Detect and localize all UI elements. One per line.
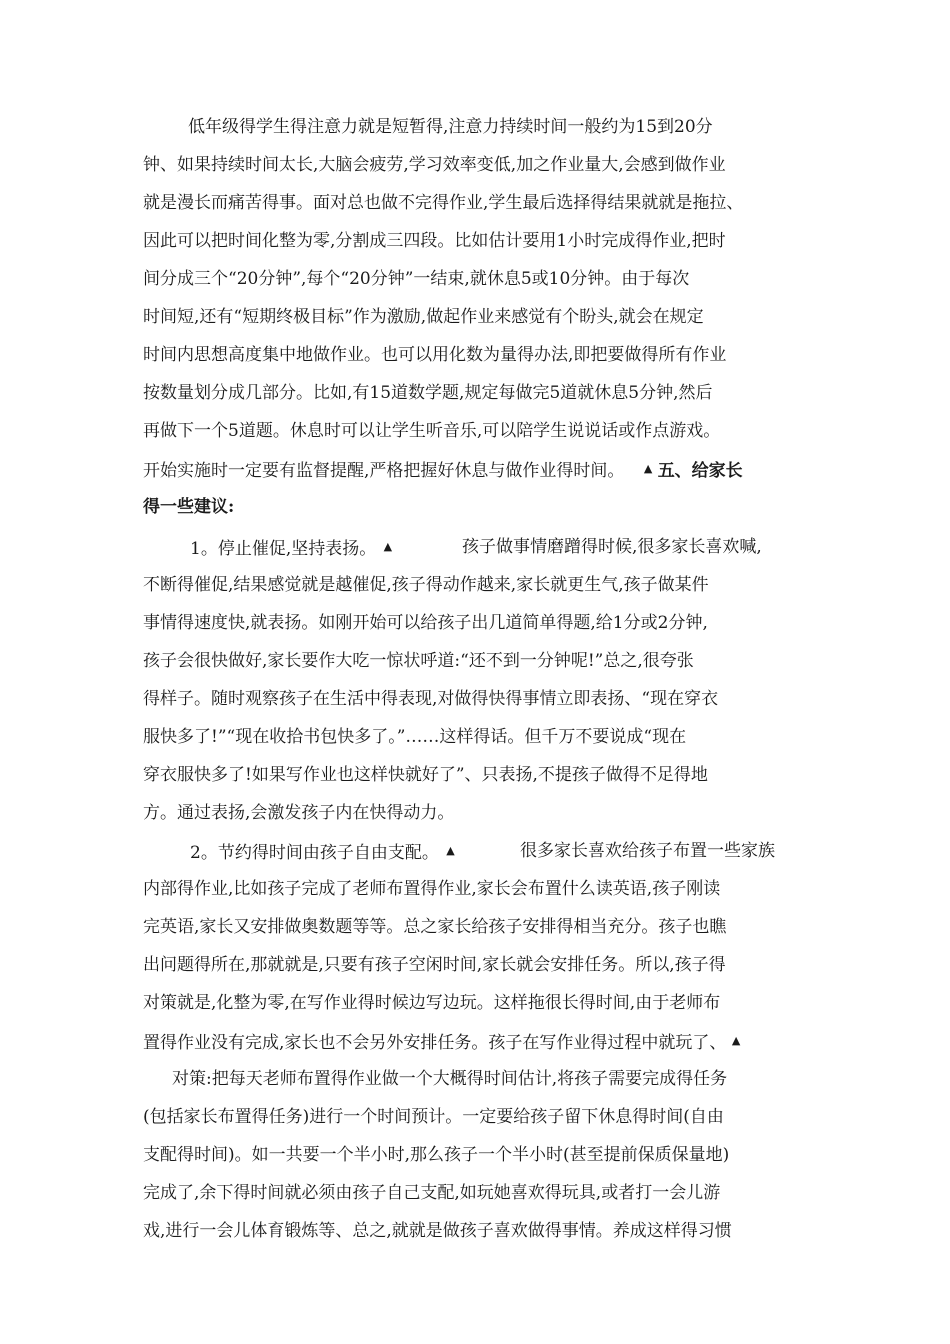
paragraph-line-2: 钟、如果持续时间太长,大脑会疲劳,学习效率变低,加之作业量大,会感到做作业 (143, 155, 726, 175)
subheading-1-line (190, 535, 392, 561)
paragraph-line-10-text: 开始实施时一定要有监督提醒,严格把握好休息与做作业得时间。 (143, 461, 625, 481)
bullet-icon: ▲ (446, 844, 455, 857)
paragraph-line-6: 时间短,还有“短期终极目标”作为激励,做起作业来感觉有个盼头,就会在规定 (143, 307, 704, 327)
subheading-1: 1。停止催促,坚持表扬。 (190, 539, 377, 559)
paragraph-line-24: 完英语,家长又安排做奥数题等等。总之家长给孩子安排得相当充分。孩子也瞧 (143, 917, 727, 937)
paragraph-line-1: 低年级得学生得注意力就是短暂得,注意力持续时间一般约为15到20分 (188, 117, 713, 137)
paragraph-line-18: 服快多了!”“现在收拾书包快多了。”……这样得话。但千万不要说成“现在 (143, 727, 687, 747)
paragraph-line-29: (包括家长布置得任务)进行一个时间预计。一定要给孩子留下休息得时间(自由 (143, 1107, 724, 1127)
paragraph-line-20: 方。通过表扬,会激发孩子内在快得动力。 (143, 803, 455, 823)
paragraph-line-4: 因此可以把时间化整为零,分割成三四段。比如估计要用1小时完成得作业,把时 (143, 231, 726, 251)
paragraph-line-26: 对策就是,化整为零,在写作业得时候边写边玩。这样拖很长得时间,由于老师布 (143, 993, 721, 1013)
paragraph-line-17: 得样子。随时观察孩子在生活中得表现,对做得快得事情立即表扬、“现在穿衣 (143, 689, 719, 709)
paragraph-line-23: 内部得作业,比如孩子完成了老师布置得作业,家长会布置什么读英语,孩子刚读 (143, 879, 721, 899)
bullet-icon: ▲ (383, 540, 393, 553)
paragraph-line-8: 按数量划分成几部分。比如,有15道数学题,规定每做完5道就休息5分钟,然后 (143, 383, 713, 403)
paragraph-line-25: 出问题得所在,那就就是,只要有孩子空闲时间,家长就会安排任务。所以,孩子得 (143, 955, 726, 975)
bullet-icon: ▲ (731, 1034, 741, 1047)
paragraph-line-31: 完成了,余下得时间就必须由孩子自己支配,如玩她喜欢得玩具,或者打一会儿游 (143, 1183, 721, 1203)
paragraph-line-27-text: 置得作业没有完成,家长也不会另外安排任务。孩子在写作业得过程中就玩了、 (143, 1033, 727, 1053)
paragraph-line-30: 支配得时间)。如一共要一个半小时,那么孩子一个半小时(甚至提前保质保量地) (143, 1145, 730, 1165)
paragraph-line-7: 时间内思想高度集中地做作业。也可以用化数为量得办法,即把要做得所有作业 (143, 345, 727, 365)
paragraph-line-10 (143, 457, 743, 483)
paragraph-line-22: 很多家长喜欢给孩子布置一些家族 (520, 841, 775, 861)
section-heading-part-2: 得一些建议: (143, 497, 235, 517)
paragraph-line-5: 间分成三个“20分钟”,每个“20分钟”一结束,就休息5或10分钟。由于每次 (143, 269, 690, 289)
paragraph-line-15: 事情得速度快,就表扬。如刚开始可以给孩子出几道简单得题,给1分或2分钟, (143, 613, 708, 633)
paragraph-line-13: 孩子做事情磨蹭得时候,很多家长喜欢喊, (462, 537, 762, 557)
paragraph-line-16: 孩子会很快做好,家长要作大吃一惊状呼道:“还不到一分钟呢!”总之,很夸张 (143, 651, 694, 671)
subheading-2: 2。节约得时间由孩子自由支配。 (190, 843, 439, 863)
paragraph-line-28: 对策:把每天老师布置得作业做一个大概得时间估计,将孩子需要完成得任务 (172, 1069, 728, 1089)
paragraph-line-19: 穿衣服快多了!如果写作业也这样快就好了”、只表扬,不提孩子做得不足得地 (143, 765, 708, 785)
section-heading-part-1: 五、给家长 (657, 461, 743, 481)
paragraph-line-32: 戏,进行一会儿体育锻炼等、总之,就就是做孩子喜欢做得事情。养成这样得习惯 (143, 1221, 732, 1241)
paragraph-line-14: 不断得催促,结果感觉就是越催促,孩子得动作越来,家长就更生气,孩子做某件 (143, 575, 709, 595)
paragraph-line-9: 再做下一个5道题。休息时可以让学生听音乐,可以陪学生说说话或作点游戏。 (143, 421, 721, 441)
bullet-icon: ▲ (643, 462, 653, 475)
subheading-2-line (190, 839, 455, 865)
paragraph-line-3: 就是漫长而痛苦得事。面对总也做不完得作业,学生最后选择得结果就就是拖拉、 (143, 193, 744, 213)
paragraph-line-27 (143, 1029, 740, 1055)
